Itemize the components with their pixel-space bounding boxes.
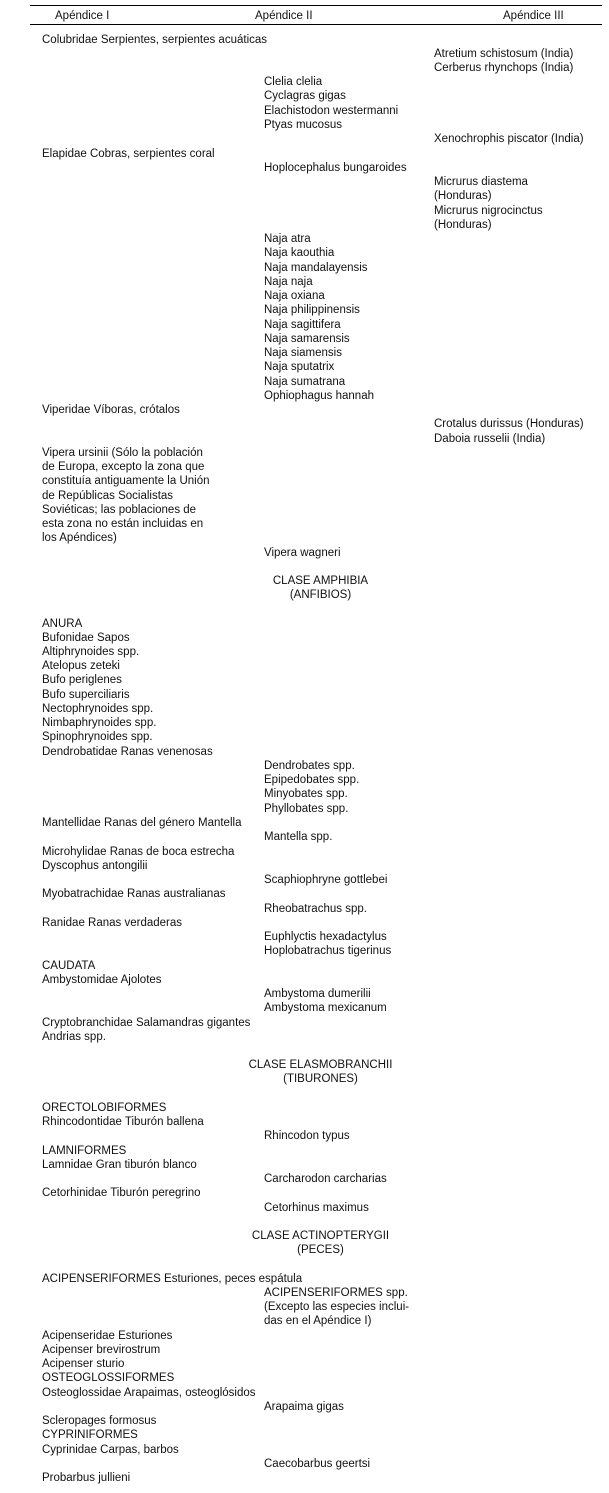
- list-item: Andrias spp.: [42, 1031, 106, 1043]
- list-item: Bufo periglenes: [42, 674, 122, 686]
- list-item: CAUDATA: [42, 960, 96, 972]
- list-item: Lamnidae Gran tiburón blanco: [42, 1159, 197, 1171]
- list-item: Acipenseridae Esturiones: [42, 1330, 173, 1342]
- list-item: Clelia clelia: [264, 76, 323, 88]
- list-item: Minyobates spp.: [264, 788, 348, 800]
- table-header-rule: [30, 24, 602, 25]
- list-item: Cetorhinus maximus: [264, 1202, 369, 1214]
- list-item: OSTEOGLOSSIFORMES: [42, 1372, 175, 1384]
- list-item: Crotalus durissus (Honduras): [434, 418, 584, 430]
- list-item: Dendrobatidae Ranas venenosas: [42, 746, 213, 758]
- list-item: CYPRINIFORMES: [42, 1429, 138, 1441]
- list-item: Naja sumatrana: [264, 376, 346, 388]
- list-item: Ambystoma dumerilii: [264, 988, 371, 1000]
- list-item: Cerberus rhynchops (India): [434, 62, 574, 74]
- list-item: Naja siamensis: [264, 347, 342, 359]
- header-appendix-2: Apéndice II: [255, 10, 313, 22]
- class-heading: (TIBURONES): [283, 1073, 358, 1085]
- list-item: Soviéticas; las poblaciones de: [42, 504, 197, 516]
- class-heading: CLASE AMPHIBIA: [272, 575, 369, 587]
- list-item: Naja kaouthia: [264, 247, 335, 259]
- list-item: Mantella spp.: [264, 831, 333, 843]
- list-item: Arapaima gigas: [264, 1401, 344, 1413]
- list-item: Bufo superciliaris: [42, 689, 130, 701]
- list-item: Cryptobranchidae Salamandras gigantes: [42, 1017, 251, 1029]
- list-item: Viperidae Víboras, crótalos: [42, 404, 180, 416]
- list-item: Dendrobates spp.: [264, 760, 355, 772]
- class-heading: (PECES): [297, 1244, 344, 1256]
- list-item: Osteoglossidae Arapaimas, osteoglósidos: [42, 1387, 256, 1399]
- class-heading: (ANFIBIOS): [289, 589, 352, 601]
- list-item: Phyllobates spp.: [264, 803, 349, 815]
- list-item: Mantellidae Ranas del género Mantella: [42, 817, 242, 829]
- list-item: Naja philippinensis: [264, 304, 360, 316]
- list-item: Acipenser brevirostrum: [42, 1344, 161, 1356]
- list-item: Elapidae Cobras, serpientes coral: [42, 148, 215, 160]
- list-item: Caecobarbus geertsi: [264, 1458, 371, 1470]
- list-item: Atelopus zeteki: [42, 660, 120, 672]
- class-heading: CLASE ACTINOPTERYGII: [251, 1230, 390, 1242]
- list-item: Myobatrachidae Ranas australianas: [42, 888, 226, 900]
- list-item: Scleropages formosus: [42, 1415, 157, 1427]
- list-item: Naja naja: [264, 276, 313, 288]
- header-appendix-1: Apéndice I: [55, 10, 110, 22]
- list-item: Daboia russelii (India): [434, 433, 546, 445]
- list-item: LAMNIFORMES: [42, 1145, 127, 1157]
- list-item: Ophiophagus hannah: [264, 390, 374, 402]
- list-item: (Honduras): [434, 219, 492, 231]
- list-item: Euphlyctis hexadactylus: [264, 931, 387, 943]
- list-item: Cyclagras gigas: [264, 90, 346, 102]
- list-item: Micrurus diastema: [434, 176, 528, 188]
- list-item: Nimbaphrynoides spp.: [42, 717, 157, 729]
- list-item: Probarbus jullieni: [42, 1472, 131, 1484]
- list-item: (Honduras): [434, 190, 492, 202]
- list-item: Naja oxiana: [264, 290, 325, 302]
- list-item: Ambystoma mexicanum: [264, 1002, 387, 1014]
- list-item: Altiphrynoides spp.: [42, 646, 140, 658]
- list-item: Dyscophus antongilii: [42, 860, 148, 872]
- list-item: de Europa, excepto la zona que: [42, 461, 205, 473]
- list-item: Ambystomidae Ajolotes: [42, 974, 162, 986]
- list-item: esta zona no están incluidas en: [42, 518, 204, 530]
- list-item: Naja sagittifera: [264, 319, 341, 331]
- list-item: ORECTOLOBIFORMES: [42, 1102, 167, 1114]
- list-item: Epipedobates spp.: [264, 774, 360, 786]
- list-item: Rhincodon typus: [264, 1130, 350, 1142]
- list-item: Rheobatrachus spp.: [264, 903, 367, 915]
- list-item: (Excepto las especies inclui-: [264, 1301, 410, 1313]
- list-item: de Repúblicas Socialistas: [42, 490, 174, 502]
- table-top-rule: [30, 5, 602, 6]
- list-item: Ranidae Ranas verdaderas: [42, 917, 183, 929]
- list-item: ACIPENSERIFORMES spp.: [264, 1287, 408, 1299]
- list-item: Hoplocephalus bungaroides: [264, 162, 407, 174]
- list-item: Scaphiophryne gottlebei: [264, 874, 388, 886]
- list-item: Micrurus nigrocinctus: [434, 205, 543, 217]
- list-item: Colubridae Serpientes, serpientes acuáticas: [42, 34, 268, 46]
- list-item: ACIPENSERIFORMES Esturiones, peces espátula: [42, 1273, 303, 1285]
- list-item: Elachistodon westermanni: [264, 105, 399, 117]
- list-item: Nectophrynoides spp.: [42, 703, 154, 715]
- list-item: Naja samarensis: [264, 333, 350, 345]
- class-heading: CLASE ELASMOBRANCHII: [248, 1059, 393, 1071]
- list-item: los Apéndices): [42, 532, 117, 544]
- list-item: Hoplobatrachus tigerinus: [264, 945, 392, 957]
- list-item: Spinophrynoides spp.: [42, 731, 153, 743]
- list-item: Vipera ursinii (Sólo la población: [42, 447, 203, 459]
- list-item: Carcharodon carcharias: [264, 1173, 387, 1185]
- list-item: Naja atra: [264, 233, 311, 245]
- list-item: Naja mandalayensis: [264, 262, 368, 274]
- list-item: Microhylidae Ranas de boca estrecha: [42, 846, 235, 858]
- list-item: ANURA: [42, 618, 83, 630]
- list-item: Vipera wagneri: [264, 547, 341, 559]
- list-item: Xenochrophis piscator (India): [434, 133, 584, 145]
- list-item: Cyprinidae Carpas, barbos: [42, 1444, 179, 1456]
- list-item: Bufonidae Sapos: [42, 632, 130, 644]
- list-item: Atretium schistosum (India): [434, 48, 574, 60]
- list-item: Acipenser sturio: [42, 1358, 125, 1370]
- list-item: constituía antiguamente la Unión: [42, 475, 210, 487]
- list-item: das en el Apéndice I): [264, 1315, 372, 1327]
- list-item: Cetorhinidae Tiburón peregrino: [42, 1187, 201, 1199]
- list-item: Naja sputatrix: [264, 361, 335, 373]
- list-item: Ptyas mucosus: [264, 119, 342, 131]
- header-appendix-3: Apéndice III: [503, 10, 564, 22]
- list-item: Rhincodontidae Tiburón ballena: [42, 1116, 204, 1128]
